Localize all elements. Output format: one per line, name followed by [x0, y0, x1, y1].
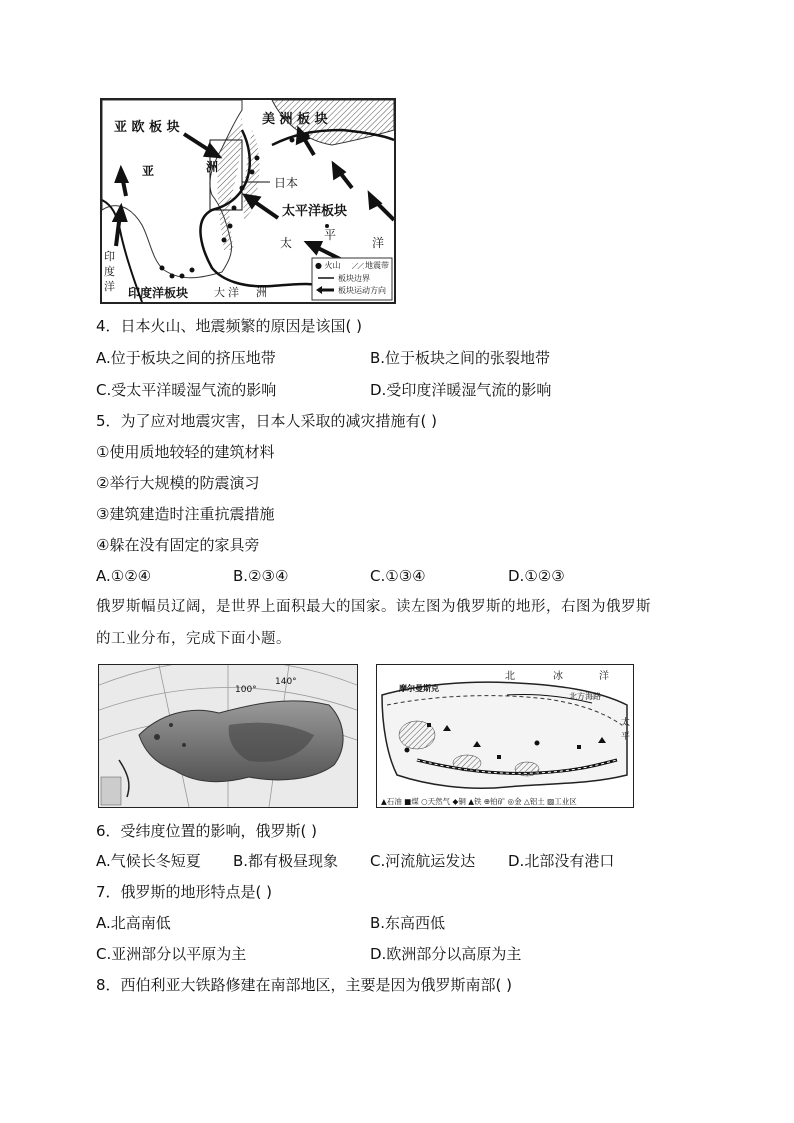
label-pacific-plate: 太平洋板块 [282, 204, 348, 219]
label-japan: 日本 [274, 176, 299, 190]
industry-label-north: 北 [505, 671, 515, 682]
terrain-lon-100: 100° [235, 685, 257, 695]
label-india-a: 印 [104, 250, 115, 263]
q7-option-c[interactable]: C.亚洲部分以平原为主 [96, 945, 247, 963]
label-ocean-ping: 平 [324, 228, 337, 242]
q5-option-a[interactable]: A.①②④ [96, 567, 152, 585]
q4-option-d[interactable]: D.受印度洋暖湿气流的影响 [370, 381, 552, 399]
q5-item-3: ③建筑建造时注重抗震措施 [96, 505, 275, 523]
label-oceania-da: 大 [214, 286, 225, 299]
q7-stem: 7．俄罗斯的地形特点是( ) [96, 883, 273, 901]
industry-legend: ▲石油 ■煤 ○天然气 ◆铜 ▲铁 ⊕铂矿 ◎金 △铝土 ▨工业区 [381, 797, 577, 806]
label-asia-b: 洲 [206, 160, 219, 174]
q5-option-d[interactable]: D.①②③ [508, 567, 565, 585]
legend-volcano: ● 火山 [315, 261, 341, 270]
q4-stem: 4．日本火山、地震频繁的原因是该国( ) [96, 317, 363, 335]
label-indian-plate: 印度洋板块 [128, 286, 189, 300]
q6-stem: 6．受纬度位置的影响，俄罗斯( ) [96, 822, 318, 840]
russia-terrain-map [98, 664, 358, 808]
q8-stem: 8．西伯利亚大铁路修建在南部地区，主要是因为俄罗斯南部( ) [96, 976, 513, 994]
q4-option-c[interactable]: C.受太平洋暖湿气流的影响 [96, 381, 277, 399]
label-oceania-yang: 洋 [228, 286, 239, 299]
industry-city-murmansk: 摩尔曼斯克 [399, 684, 439, 693]
passage-line-1: 俄罗斯幅员辽阔，是世界上面积最大的国家。读左图为俄罗斯的地形，右图为俄罗斯 [96, 599, 651, 615]
q7-option-d[interactable]: D.欧洲部分以高原为主 [370, 945, 522, 963]
industry-side-ping: 平 [621, 732, 631, 742]
label-asia-a: 亚 [142, 164, 155, 178]
label-america-plate: 美 洲 板 块 [262, 112, 328, 127]
label-india-b: 度 [104, 265, 115, 278]
q5-option-c[interactable]: C.①③④ [370, 567, 426, 585]
label-india-c: 洋 [104, 280, 115, 293]
legend-boundary: 板块边界 [338, 274, 370, 283]
industry-label-ice: 冰 [553, 671, 563, 682]
industry-side-tai: 太 [621, 718, 631, 728]
q5-item-2: ②举行大规模的防震演习 [96, 474, 260, 492]
legend-quake-belt: 地震带 [365, 261, 389, 270]
label-ocean-yang: 洋 [372, 236, 385, 250]
legend-direction: 板块运动方向 [338, 286, 386, 295]
industry-north-route: 北方海路 [569, 692, 601, 701]
label-oceania-zhou: 洲 [256, 286, 267, 299]
industry-label-ocean: 洋 [599, 671, 609, 682]
q5-option-b[interactable]: B.②③④ [233, 567, 289, 585]
label-eurasia-plate: 亚 欧 板 块 [114, 120, 180, 135]
q6-option-b[interactable]: B.都有极昼现象 [233, 852, 339, 870]
q7-option-a[interactable]: A.北高南低 [96, 914, 171, 932]
q4-option-b[interactable]: B.位于板块之间的张裂地带 [370, 349, 551, 367]
plate-tectonics-map [100, 98, 396, 304]
label-ocean-tai: 太 [280, 236, 293, 250]
q6-option-c[interactable]: C.河流航运发达 [370, 852, 476, 870]
q4-option-a[interactable]: A.位于板块之间的挤压地带 [96, 349, 276, 367]
q6-option-a[interactable]: A.气候长冬短夏 [96, 852, 201, 870]
passage-line-2: 的工业分布，完成下面小题。 [96, 631, 291, 647]
q6-option-d[interactable]: D.北部没有港口 [508, 852, 615, 870]
terrain-lon-140: 140° [275, 677, 297, 687]
q7-option-b[interactable]: B.东高西低 [370, 914, 446, 932]
q5-item-1: ①使用质地较轻的建筑材料 [96, 443, 275, 461]
terrain-map-drawing [99, 665, 357, 807]
russia-industry-map [376, 664, 634, 808]
q5-item-4: ④躲在没有固定的家具旁 [96, 536, 260, 554]
q5-stem: 5．为了应对地震灾害，日本人采取的减灾措施有( ) [96, 412, 438, 430]
